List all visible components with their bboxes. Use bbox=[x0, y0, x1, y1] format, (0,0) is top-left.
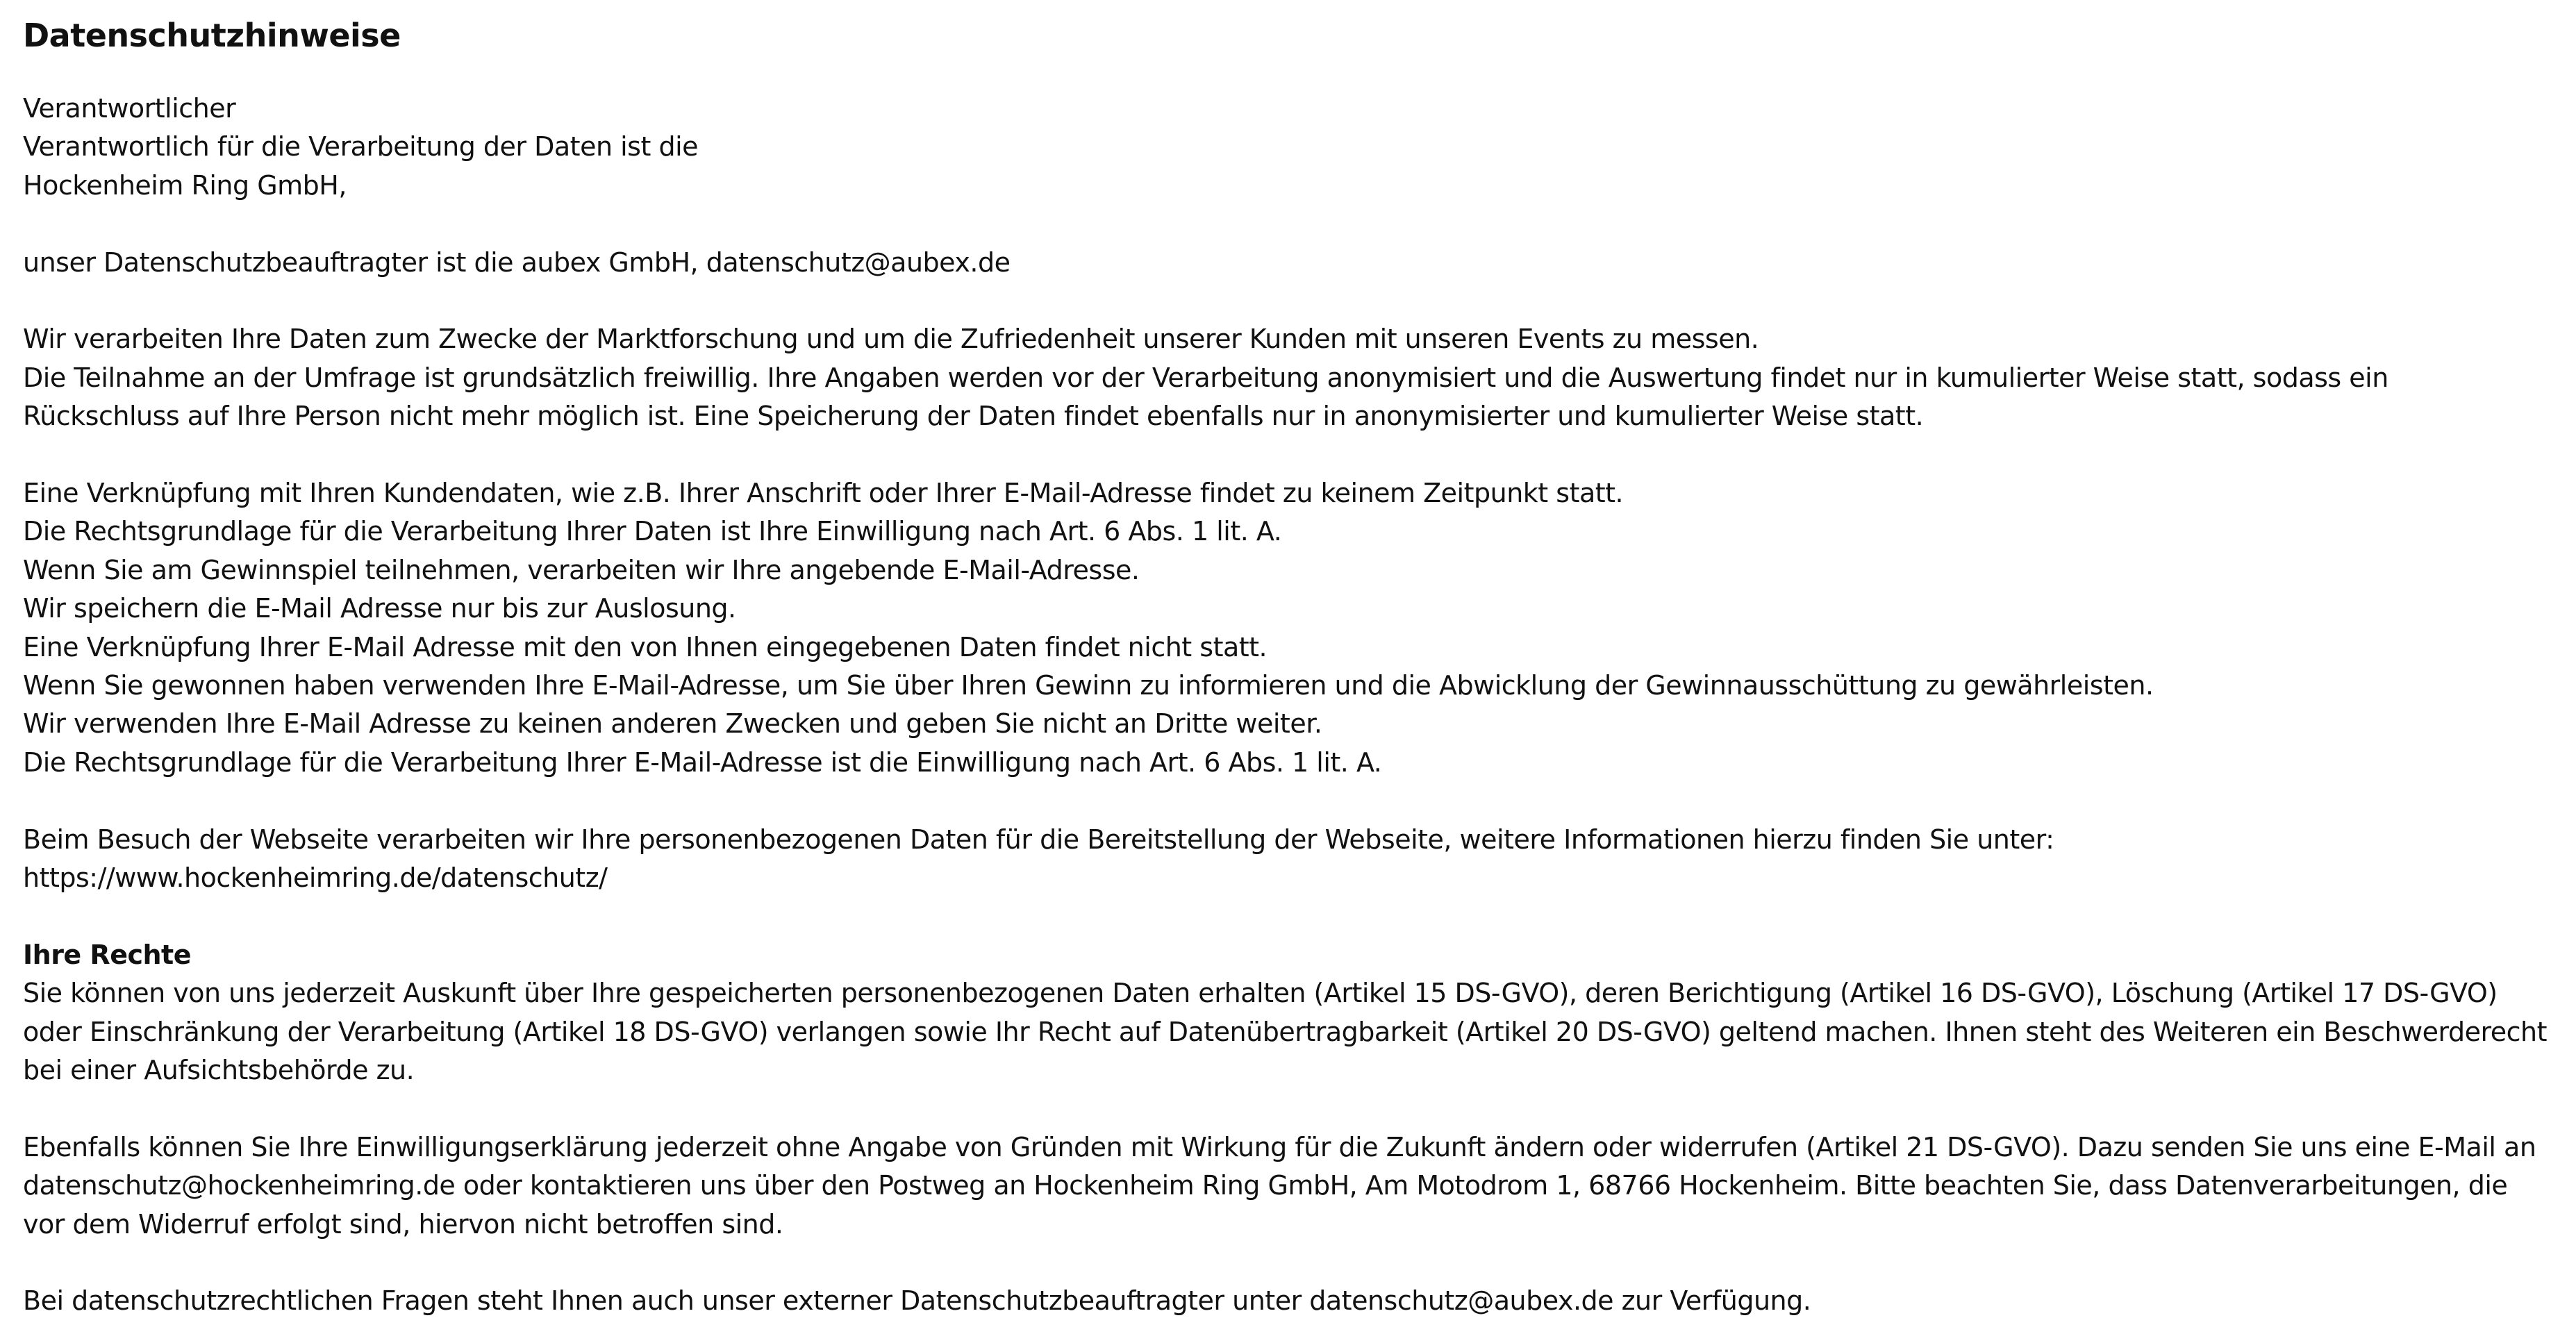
website-section bbox=[23, 821, 2565, 898]
dpo-line: unser Datenschutzbeauftragter ist die aubex GmbH, datenschutz@aubex.de bbox=[23, 247, 1011, 278]
withdrawal-line: Ebenfalls können Sie Ihre Einwilligungserklärung jederzeit ohne Angabe von Gründen mit Wirkung für die Zukunft ändern oder widerrufen (Artikel 21 DS-GVO). Dazu senden Sie uns eine E-Mail an bbox=[23, 1131, 2536, 1162]
rights-heading: Ihre Rechte bbox=[23, 939, 191, 970]
controller-heading: Verantwortlicher bbox=[23, 93, 236, 124]
closing-line: Bei datenschutzrechtlichen Fragen steht Ihnen auch unser externer Datenschutzbeauftragter unter datenschutz@aubex.de zur Verfügung. bbox=[23, 1285, 1811, 1317]
rights-line: bei einer Aufsichtsbehörde zu. bbox=[23, 1055, 415, 1086]
spacer bbox=[23, 897, 2565, 935]
purpose-line: Rückschluss auf Ihre Person nicht mehr möglich ist. Eine Speicherung der Daten findet ebenfalls nur in anonymisierter und kumulierter Weise statt. bbox=[23, 401, 1924, 432]
purpose-line: Wir verarbeiten Ihre Daten zum Zwecke der Marktforschung und um die Zufriedenheit unserer Kunden mit unseren Events zu messen. bbox=[23, 324, 1759, 355]
website-url: https://www.hockenheimring.de/datenschutz/ bbox=[23, 862, 608, 894]
details-line: Wenn Sie am Gewinnspiel teilnehmen, verarbeiten wir Ihre angebende E-Mail-Adresse. bbox=[23, 554, 1140, 585]
controller-line: Verantwortlich für die Verarbeitung der Daten ist die bbox=[23, 131, 699, 162]
purpose-line: Die Teilnahme an der Umfrage ist grundsätzlich freiwillig. Ihre Angaben werden vor der Verarbeitung anonymisiert und die Auswertung findet nur in kumulierter Weise statt, sodass ein bbox=[23, 362, 2388, 393]
spacer bbox=[23, 436, 2565, 474]
purpose-section bbox=[23, 320, 2565, 435]
withdrawal-line: vor dem Widerruf erfolgt sind, hiervon nicht betroffen sind. bbox=[23, 1208, 783, 1240]
details-line: Eine Verknüpfung mit Ihren Kundendaten, wie z.B. Ihrer Anschrift oder Ihrer E-Mail-Adresse findet zu keinem Zeitpunkt statt. bbox=[23, 478, 1624, 509]
spacer bbox=[23, 282, 2565, 320]
spacer bbox=[23, 205, 2565, 243]
rights-line: Sie können von uns jederzeit Auskunft über Ihre gespeicherten personenbezogenen Daten erhalten (Artikel 15 DS-GVO), deren Berichtigung (Artikel 16 DS-GVO), Löschung (Artikel 17 DS-GVO) bbox=[23, 978, 2498, 1009]
withdrawal-section bbox=[23, 1128, 2565, 1244]
rights-section bbox=[23, 936, 2565, 1090]
details-line: Die Rechtsgrundlage für die Verarbeitung Ihrer E-Mail-Adresse ist die Einwilligung nach Art. 6 Abs. 1 lit. A. bbox=[23, 746, 1382, 778]
privacy-notice bbox=[23, 12, 2565, 1321]
withdrawal-line: datenschutz@hockenheimring.de oder kontaktieren uns über den Postweg an Hockenheim Ring GmbH, Am Motodrom 1, 68766 Hockenheim. Bitte beachten Sie, dass Datenverarbeitungen, die bbox=[23, 1170, 2508, 1201]
details-line: Eine Verknüpfung Ihrer E-Mail Adresse mit den von Ihnen eingegebenen Daten findet nicht statt. bbox=[23, 631, 1268, 662]
spacer bbox=[23, 58, 2565, 90]
spacer bbox=[23, 1090, 2565, 1128]
details-section bbox=[23, 474, 2565, 782]
details-line: Wenn Sie gewonnen haben verwenden Ihre E-Mail-Adresse, um Sie über Ihren Gewinn zu informieren und die Abwicklung der Gewinnausschüttung zu gewährleisten. bbox=[23, 670, 2154, 701]
page-title: Datenschutzhinweise bbox=[23, 17, 401, 54]
details-line: Wir verwenden Ihre E-Mail Adresse zu keinen anderen Zwecken und geben Sie nicht an Dritte weiter. bbox=[23, 708, 1322, 740]
spacer bbox=[23, 1244, 2565, 1282]
details-line: Die Rechtsgrundlage für die Verarbeitung Ihrer Daten ist Ihre Einwilligung nach Art. 6 Abs. 1 lit. A. bbox=[23, 516, 1282, 547]
rights-line: oder Einschränkung der Verarbeitung (Artikel 18 DS-GVO) verlangen sowie Ihr Recht auf Datenübertragbarkeit (Artikel 20 DS-GVO) geltend machen. Ihnen steht des Weiteren ein Beschwerderecht bbox=[23, 1016, 2548, 1047]
website-line: Beim Besuch der Webseite verarbeiten wir Ihre personenbezogenen Daten für die Bereitstellung der Webseite, weitere Informationen hierzu finden Sie unter: bbox=[23, 824, 2054, 855]
controller-section bbox=[23, 90, 2565, 205]
spacer bbox=[23, 782, 2565, 820]
details-line: Wir speichern die E-Mail Adresse nur bis zur Auslosung. bbox=[23, 593, 736, 624]
controller-company: Hockenheim Ring GmbH, bbox=[23, 169, 347, 201]
